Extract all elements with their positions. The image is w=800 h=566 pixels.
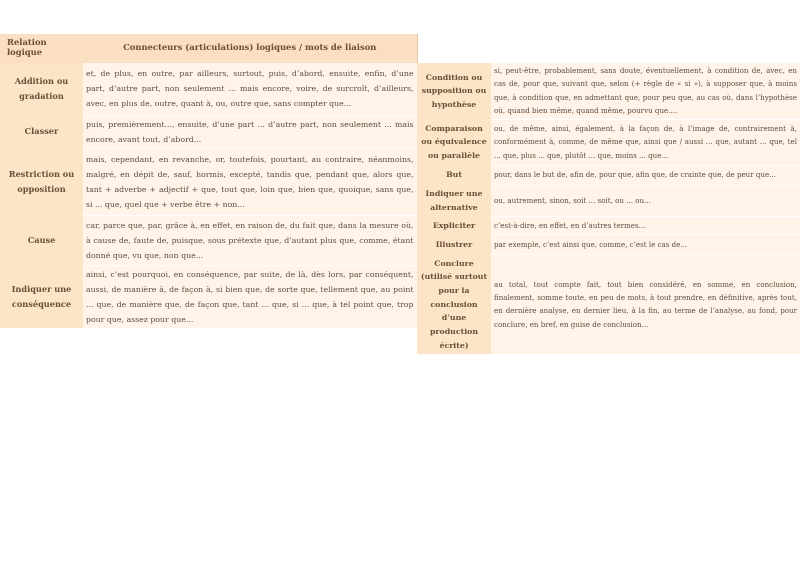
table-row	[417, 63, 800, 119]
relation-label: Classer	[0, 115, 83, 148]
relation-label: Conclure (utilisé surtout pour la conclusion d’une production écrite)	[417, 255, 491, 355]
table-row	[0, 115, 417, 148]
connectors-text: ou, autrement, sinon, soit ... soit, ou ... ou...	[491, 185, 800, 216]
relation-label: Illustrer	[417, 235, 491, 255]
connectors-text: ou, de même, ainsi, également, à la façon de, à l’image de, contrairement à, conformément à, comme, de même que, ainsi que / aussi ... que, autant ... que, tel ... que, plus ... que, plutôt ... que, moins ... que...	[491, 119, 800, 165]
connectors-text: car, parce que, par, grâce à, en effet, en raison de, du fait que, dans la mesure où, à cause de, faute de, puisque, sous prétexte que, d’autant plus que, comme, étant donné que, vu que, non que...	[83, 215, 417, 265]
table-row	[417, 235, 800, 255]
table-header-row	[0, 34, 417, 60]
table-row	[0, 148, 417, 215]
table-row	[0, 63, 417, 115]
table-row	[417, 185, 800, 216]
table-row	[0, 265, 417, 328]
connectors-text: ainsi, c’est pourquoi, en conséquence, par suite, de là, dès lors, par conséquent, aussi, de manière à, de façon à, si bien que, de sorte que, tellement que, au point ... que, de manière que, de façon que, tant ... que, si ... que, à tel point que, trop pour que, assez pour que...	[83, 265, 417, 328]
connectors-text: c’est-à-dire, en effet, en d’autres termes...	[491, 217, 800, 235]
connectors-text: mais, cependant, en revanche, or, toutefois, pourtant, au contraire, néanmoins, malgré, en dépit de, sauf, hormis, excepté, tandis que, pendant que, alors que, tant + adverbe + adjectif + que, tout que, loin que, bien que, quoique, sans que, si ... que, quel que + verbe être + non...	[83, 148, 417, 215]
relation-label: Condition ou supposition ou hypothèse	[417, 63, 491, 119]
connectors-table-right	[417, 63, 800, 355]
connectors-text: et, de plus, en outre, par ailleurs, surtout, puis, d’abord, ensuite, enfin, d’une part, d’autre part, non seulement ... mais encore, voire, de surcroît, d’ailleurs, avec, en plus de, outre, quant à, ou, outre que, sans compter que...	[83, 63, 417, 115]
header-relation: Relation logique	[0, 34, 83, 60]
relation-label: Expliciter	[417, 217, 491, 235]
table-row	[417, 255, 800, 355]
relation-label: Restriction ou opposition	[0, 148, 83, 215]
table-row	[417, 165, 800, 185]
header-connectors: Connecteurs (articulations) logiques / mots de liaison	[83, 34, 417, 60]
connectors-text: au total, tout compte fait, tout bien considéré, en somme, en conclusion, finalement, somme toute, en peu de mots, à tout prendre, en définitive, après tout, en dernière analyse, en dernier lieu, à la fin, au terme de l’analyse, au fond, pour conclure, en bref, en guise de conclusion...	[491, 255, 800, 355]
connectors-text: pour, dans le but de, afin de, pour que, afin que, de crainte que, de peur que...	[491, 165, 800, 185]
connectors-table-left	[0, 34, 418, 329]
table-row	[417, 217, 800, 235]
relation-label: Cause	[0, 215, 83, 265]
connectors-text: puis, premièrement..., ensuite, d’une part ... d’autre part, non seulement ... mais encore, avant tout, d’abord...	[83, 115, 417, 148]
relation-label: Comparaison ou équivalence ou parallèle	[417, 119, 491, 165]
connectors-text: par exemple, c’est ainsi que, comme, c’est le cas de...	[491, 235, 800, 255]
table-row	[0, 215, 417, 265]
connectors-text: si, peut-être, probablement, sans doute, éventuellement, à condition de, avec, en cas de, pour que, suivant que, selon (+ règle de « si »), à supposer que, à moins que, à condition que, en admettant que, pour peu que, au cas où, dans l’hypothèse où, quand bien même, quand même, pourvu que....	[491, 63, 800, 119]
relation-label: Indiquer une alternative	[417, 185, 491, 216]
relation-label: But	[417, 165, 491, 185]
relation-label: Addition ou gradation	[0, 63, 83, 115]
relation-label: Indiquer une conséquence	[0, 265, 83, 328]
table-row	[417, 119, 800, 165]
